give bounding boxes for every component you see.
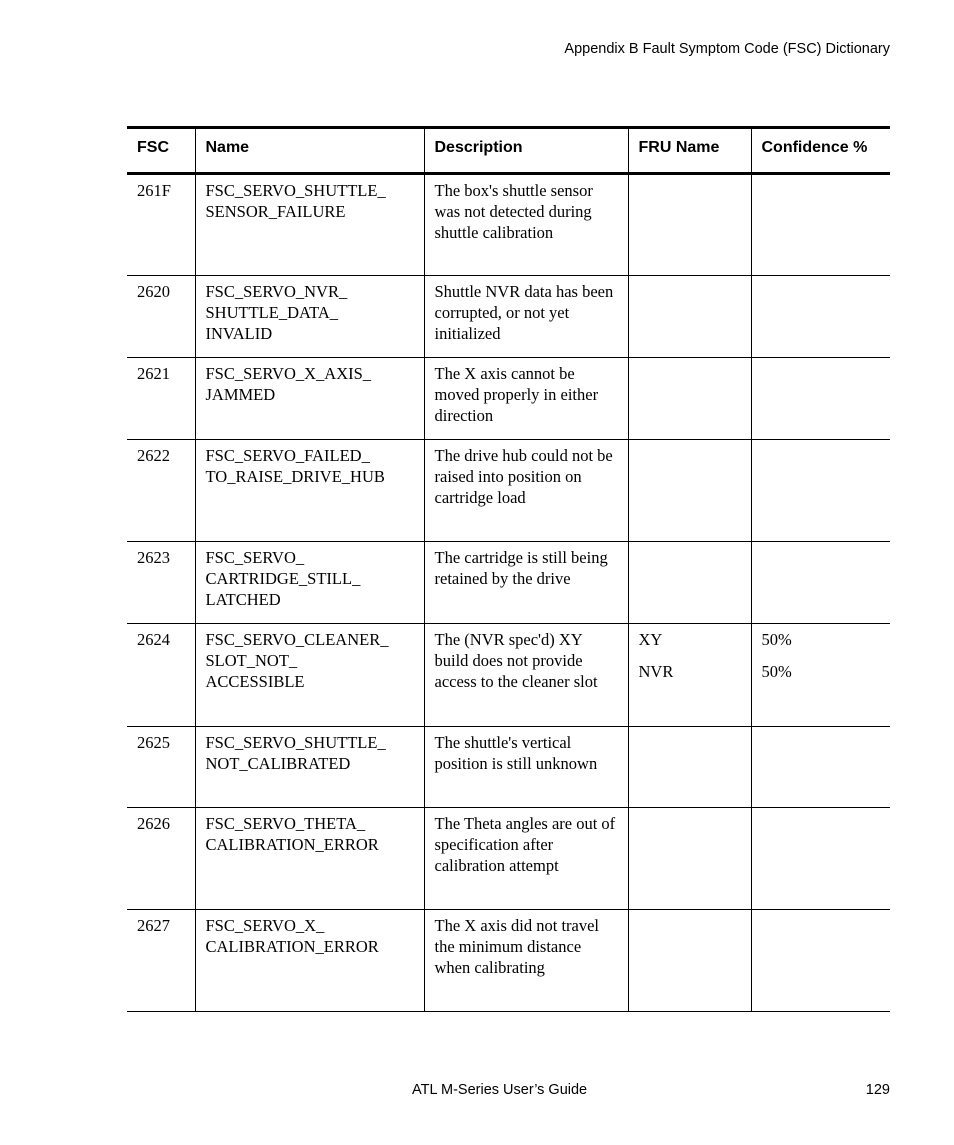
confidence-cell bbox=[751, 624, 890, 727]
description-cell: The X axis did not travel the minimum distance when calibrating bbox=[424, 910, 628, 1012]
fru-name-cell bbox=[628, 440, 751, 542]
fsc-table bbox=[127, 126, 890, 1012]
fsc-cell: 2625 bbox=[127, 727, 195, 808]
fsc-cell: 2621 bbox=[127, 358, 195, 440]
fru-name-value: NVR bbox=[638, 662, 674, 681]
name-cell: FSC_SERVO_THETA_ CALIBRATION_ERROR bbox=[195, 808, 424, 910]
table-row bbox=[127, 358, 890, 440]
fsc-cell: 2620 bbox=[127, 276, 195, 358]
name-cell: FSC_SERVO_SHUTTLE_ SENSOR_FAILURE bbox=[195, 174, 424, 276]
table-row bbox=[127, 910, 890, 1012]
fru-name-cell bbox=[628, 624, 751, 727]
table-row bbox=[127, 440, 890, 542]
name-cell: FSC_SERVO_X_AXIS_ JAMMED bbox=[195, 358, 424, 440]
fru-name-cell bbox=[628, 808, 751, 910]
fru-name-cell bbox=[628, 358, 751, 440]
table-row bbox=[127, 276, 890, 358]
table-row bbox=[127, 624, 890, 727]
page-number: 129 bbox=[865, 1082, 890, 1098]
column-header-name: Name bbox=[195, 128, 424, 174]
fsc-cell: 2627 bbox=[127, 910, 195, 1012]
description-cell: The (NVR spec'd) XY build does not provide access to the cleaner slot bbox=[424, 624, 628, 727]
confidence-cell bbox=[751, 727, 890, 808]
fsc-cell: 2626 bbox=[127, 808, 195, 910]
fru-name-cell bbox=[628, 910, 751, 1012]
confidence-cell bbox=[751, 808, 890, 910]
fru-name-cell bbox=[628, 276, 751, 358]
column-header-fsc: FSC bbox=[127, 128, 195, 174]
confidence-cell bbox=[751, 174, 890, 276]
name-cell: FSC_SERVO_NVR_ SHUTTLE_DATA_ INVALID bbox=[195, 276, 424, 358]
fru-name-cell bbox=[628, 542, 751, 624]
description-cell: The Theta angles are out of specification after calibration attempt bbox=[424, 808, 628, 910]
table-body bbox=[127, 174, 890, 1012]
name-cell: FSC_SERVO_CLEANER_ SLOT_NOT_ ACCESSIBLE bbox=[195, 624, 424, 727]
column-header-confidence: Confidence % bbox=[751, 128, 890, 174]
footer-title: ATL M-Series User’s Guide bbox=[412, 1082, 588, 1098]
fsc-cell: 2622 bbox=[127, 440, 195, 542]
table-row bbox=[127, 808, 890, 910]
confidence-cell bbox=[751, 440, 890, 542]
running-header: Appendix B Fault Symptom Code (FSC) Dictionary bbox=[564, 41, 890, 57]
description-cell: The X axis cannot be moved properly in either direction bbox=[424, 358, 628, 440]
description-cell: The cartridge is still being retained by the drive bbox=[424, 542, 628, 624]
confidence-value: 50% bbox=[761, 662, 792, 681]
table-header-row bbox=[127, 128, 890, 174]
confidence-cell bbox=[751, 276, 890, 358]
fru-name-cell bbox=[628, 727, 751, 808]
confidence-cell bbox=[751, 358, 890, 440]
description-cell: The drive hub could not be raised into position on cartridge load bbox=[424, 440, 628, 542]
table-row bbox=[127, 727, 890, 808]
confidence-cell bbox=[751, 910, 890, 1012]
description-cell: Shuttle NVR data has been corrupted, or not yet initialized bbox=[424, 276, 628, 358]
column-header-description: Description bbox=[424, 128, 628, 174]
column-header-fru-name: FRU Name bbox=[628, 128, 751, 174]
table-row bbox=[127, 174, 890, 276]
fru-name-cell bbox=[628, 174, 751, 276]
fsc-cell: 2623 bbox=[127, 542, 195, 624]
fsc-cell: 261F bbox=[127, 174, 195, 276]
description-cell: The box's shuttle sensor was not detected during shuttle calibration bbox=[424, 174, 628, 276]
name-cell: FSC_SERVO_SHUTTLE_ NOT_CALIBRATED bbox=[195, 727, 424, 808]
name-cell: FSC_SERVO_X_ CALIBRATION_ERROR bbox=[195, 910, 424, 1012]
fru-name-value: XY bbox=[638, 630, 663, 649]
name-cell: FSC_SERVO_FAILED_ TO_RAISE_DRIVE_HUB bbox=[195, 440, 424, 542]
table-row bbox=[127, 542, 890, 624]
description-cell: The shuttle's vertical position is still unknown bbox=[424, 727, 628, 808]
confidence-cell bbox=[751, 542, 890, 624]
confidence-value: 50% bbox=[761, 630, 792, 649]
name-cell: FSC_SERVO_ CARTRIDGE_STILL_ LATCHED bbox=[195, 542, 424, 624]
fsc-cell: 2624 bbox=[127, 624, 195, 727]
